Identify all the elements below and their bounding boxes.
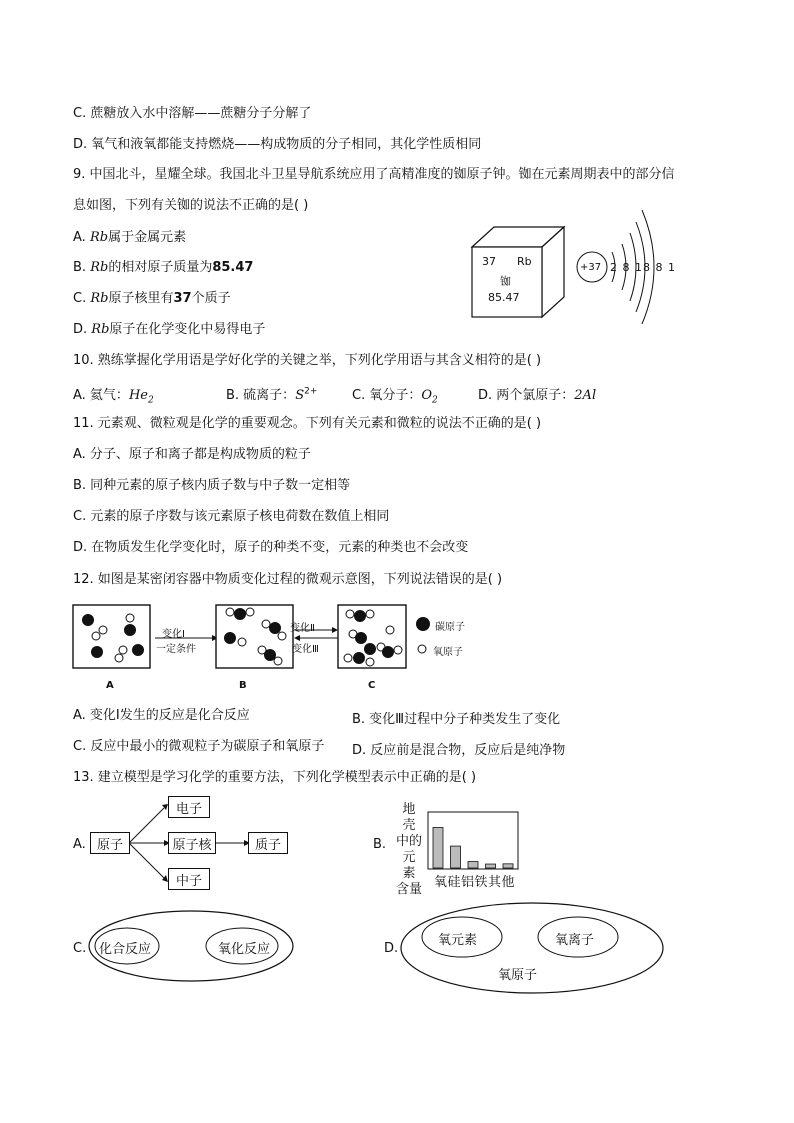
ylabel-line-5: 素	[402, 866, 416, 881]
cell-element-name: 铷	[500, 275, 511, 288]
oxygen-element-label: 氧元素	[438, 933, 478, 948]
q10-d-label: D. 两个氯原子：	[478, 388, 575, 403]
oxygen-ion-label: 氧离子	[555, 933, 595, 948]
nucleus-box-label: 原子核	[172, 837, 212, 853]
q8-option-c: C. 蔗糖放入水中溶解——蔗糖分子分解了	[73, 106, 312, 121]
bar-铝	[468, 862, 478, 868]
q10-option-d	[478, 384, 596, 403]
change1-label: 变化Ⅰ	[162, 629, 185, 640]
q9-d-symbol: Rb	[91, 322, 110, 337]
legend-oxygen-label: 氧原子	[433, 647, 463, 658]
q9-c-symbol: Rb	[90, 291, 109, 306]
electron-shells: 2 8 18 8 1	[610, 261, 676, 274]
q10-option-a	[73, 384, 154, 406]
proton-box-label: 质子	[254, 837, 281, 853]
q13-a-letter: A.	[73, 837, 86, 852]
ylabel-line-3: 中的	[395, 834, 422, 849]
oxidation-reaction-label: 氧化反应	[218, 942, 271, 957]
oxygen-legend-icon	[418, 645, 426, 653]
condition-label: 一定条件	[156, 644, 196, 655]
combination-reaction-label: 化合反应	[99, 942, 152, 957]
q11-option-a: A. 分子、原子和离子都是构成物质的粒子	[73, 447, 311, 462]
nucleus-box	[168, 832, 216, 854]
electron-box	[168, 796, 210, 818]
q9-option-d	[73, 322, 265, 338]
legend-carbon-label: 碳原子	[435, 622, 465, 633]
q9-stem-line2: 息如图，下列有关铷的说法不正确的是( )	[73, 198, 309, 213]
q9-option-a	[73, 230, 186, 246]
q9-option-c	[73, 291, 231, 307]
reaction-micro-diagram	[70, 600, 490, 675]
atom-box-label: 原子	[96, 837, 123, 853]
q10-option-c	[352, 384, 438, 406]
q10-b-label: B. 硫离子：	[226, 388, 296, 403]
q11-option-d: D. 在物质发生化学变化时，原子的种类不变，元素的种类也不会改变	[73, 540, 469, 555]
q9-option-b	[73, 260, 253, 276]
q13-c-letter: C.	[73, 941, 87, 956]
proton-box	[248, 832, 288, 854]
q10-a-label: A. 氦气：	[73, 388, 129, 403]
q9-c-text-end: 个质子	[191, 291, 231, 306]
q9-d-text: 原子在化学变化中易得电子	[109, 322, 266, 337]
q10-b-superscript: 2+	[304, 386, 318, 397]
q10-d-formula: 2Al	[574, 388, 597, 403]
cell-atomic-mass: 85.47	[488, 291, 520, 304]
q11-option-c: C. 元素的原子序数与该元素原子核电荷数在数值上相同	[73, 509, 390, 524]
q9-c-letter: C.	[73, 291, 91, 306]
q10-c-formula: O	[421, 388, 433, 403]
ylabel-line-1: 地	[402, 802, 416, 817]
ylabel-line-2: 壳	[402, 818, 416, 833]
q9-b-value: 85.47	[212, 260, 254, 275]
atom-box	[90, 832, 130, 854]
change3-label: 变化Ⅲ	[292, 644, 319, 655]
q9-a-letter: A.	[73, 230, 90, 245]
box-b-label: B	[239, 680, 247, 691]
q12-option-a: A. 变化Ⅰ发生的反应是化合反应	[73, 708, 250, 723]
chart-ylabel	[392, 802, 426, 898]
carbon-legend-icon	[416, 617, 430, 631]
q9-b-symbol: Rb	[90, 260, 109, 275]
electron-box-label: 电子	[175, 801, 202, 817]
q9-b-letter: B.	[73, 260, 91, 275]
chart-xlabel: 氧硅铝铁其他	[434, 875, 516, 890]
q13-d-letter: D.	[384, 941, 399, 956]
q13-stem: 13. 建立模型是学习化学的重要方法，下列化学模型表示中正确的是( )	[73, 770, 477, 785]
periodic-cell-cube	[470, 225, 570, 320]
box-a-label: A	[106, 680, 114, 691]
q8-option-d: D. 氧气和液氧都能支持燃烧——构成物质的分子相同，其化学性质相同	[73, 137, 482, 152]
q10-a-subscript: 2	[147, 395, 154, 406]
q9-stem-line1: 9. 中国北斗，星耀全球。我国北斗卫星导航系统应用了高精准度的铷原子钟。铷在元素周期表中的部分信	[73, 167, 675, 182]
q9-c-text: 原子核里有	[108, 291, 174, 306]
bar-硅	[451, 846, 461, 868]
nucleus-charge: +37	[580, 262, 602, 273]
change2-label: 变化Ⅱ	[290, 623, 315, 634]
neutron-box-label: 中子	[175, 873, 202, 889]
bar-其他	[503, 864, 513, 868]
bar-铁	[486, 864, 496, 868]
q9-b-text: 的相对原子质量为	[108, 260, 213, 275]
q12-stem: 12. 如图是某密闭容器中物质变化过程的微观示意图，下列说法错误的是( )	[73, 572, 503, 587]
q9-a-text: 属于金属元素	[108, 230, 187, 245]
q10-b-formula: S	[295, 388, 305, 403]
oxygen-atom-label: 氧原子	[498, 968, 538, 983]
cell-symbol: Rb	[517, 255, 532, 268]
cell-atomic-number: 37	[482, 255, 496, 268]
q11-stem: 11. 元素观、微粒观是化学的重要观念。下列有关元素和微粒的说法不正确的是( )	[73, 416, 542, 431]
q13-b-letter: B.	[373, 837, 387, 852]
q10-option-b	[226, 384, 317, 403]
ylabel-line-4: 元	[402, 850, 416, 865]
box-c-label: C	[368, 680, 376, 691]
q10-stem: 10. 熟练掌握化学用语是学好化学的关键之举，下列化学用语与其含义相符的是( )	[73, 353, 542, 368]
q12-option-d: D. 反应前是混合物，反应后是纯净物	[352, 743, 566, 758]
bar-氧	[433, 828, 443, 869]
q12-option-c: C. 反应中最小的微观粒子为碳原子和氧原子	[73, 739, 325, 754]
q10-a-formula: He	[128, 388, 148, 403]
q12-option-b: B. 变化Ⅲ过程中分子种类发生了变化	[352, 712, 561, 727]
q10-c-label: C. 氧分子：	[352, 388, 422, 403]
crust-element-bar-chart	[426, 810, 522, 872]
neutron-box	[168, 868, 210, 890]
ylabel-line-6: 含量	[395, 882, 422, 897]
q9-a-symbol: Rb	[89, 230, 109, 245]
q10-c-subscript: 2	[432, 395, 438, 406]
q9-d-letter: D.	[73, 322, 92, 337]
q9-c-value: 37	[173, 291, 192, 306]
q11-option-b: B. 同种元素的原子核内质子数与中子数一定相等	[73, 478, 351, 493]
